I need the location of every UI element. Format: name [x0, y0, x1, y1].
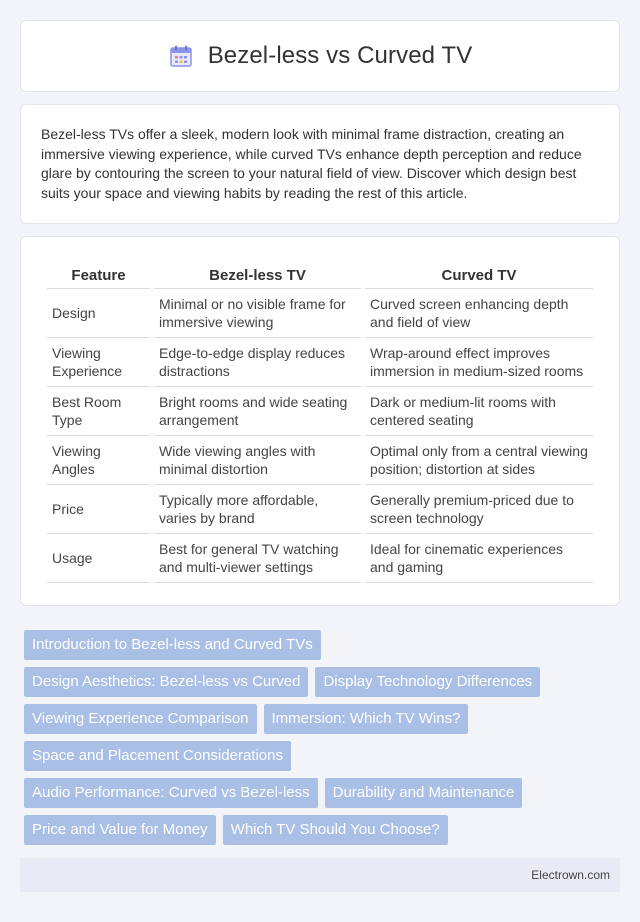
bezel-less-cell: Minimal or no visible frame for immersive viewing	[154, 289, 361, 338]
tag-immersion[interactable]: Immersion: Which TV Wins?	[264, 704, 469, 734]
intro-text: Bezel-less TVs offer a sleek, modern look with minimal frame distraction, creating an immersive viewing experience, while curved TVs enhance depth perception and reduce glare by contouring the screen to your natural field of view. Discover which design best suits your space and viewing habits by reading the rest of this article.	[41, 126, 582, 201]
footer-site-name: Electrown.com	[531, 868, 610, 882]
tag-audio-performance[interactable]: Audio Performance: Curved vs Bezel-less	[24, 778, 318, 808]
title-wrap	[168, 42, 473, 70]
header-bezel-less: Bezel-less TV	[154, 263, 361, 289]
bezel-less-cell: Bright rooms and wide seating arrangement	[154, 387, 361, 436]
tag-durability[interactable]: Durability and Maintenance	[325, 778, 523, 808]
curved-cell: Wrap-around effect improves immersion in medium-sized rooms	[365, 338, 593, 387]
tag-row	[20, 704, 620, 734]
table-row	[47, 436, 593, 485]
feature-cell: Viewing Experience	[47, 338, 150, 387]
table-row	[47, 387, 593, 436]
tag-design-aesthetics[interactable]: Design Aesthetics: Bezel-less vs Curved	[24, 667, 308, 697]
comparison-table-card	[20, 236, 620, 606]
table-row	[47, 534, 593, 583]
bezel-less-cell: Edge-to-edge display reduces distractions	[154, 338, 361, 387]
tag-row	[20, 667, 620, 697]
header-feature: Feature	[47, 263, 150, 289]
comparison-table	[43, 263, 597, 583]
tag-price-value[interactable]: Price and Value for Money	[24, 815, 216, 845]
page-title: Bezel-less vs Curved TV	[207, 42, 473, 69]
header-card	[20, 20, 620, 92]
tag-viewing-experience[interactable]: Viewing Experience Comparison	[24, 704, 257, 734]
feature-cell: Price	[47, 485, 150, 534]
topic-tags	[20, 630, 620, 852]
tag-row	[20, 741, 620, 771]
tag-space-placement[interactable]: Space and Placement Considerations	[24, 741, 291, 771]
bezel-less-cell: Best for general TV watching and multi-viewer settings	[154, 534, 361, 583]
curved-cell: Curved screen enhancing depth and field of view	[365, 289, 593, 338]
curved-cell: Generally premium-priced due to screen technology	[365, 485, 593, 534]
tag-introduction[interactable]: Introduction to Bezel-less and Curved TVs	[24, 630, 321, 660]
bezel-less-cell: Wide viewing angles with minimal distortion	[154, 436, 361, 485]
curved-cell: Dark or medium-lit rooms with centered seating	[365, 387, 593, 436]
table-header-row	[47, 263, 593, 289]
intro-card	[20, 104, 620, 224]
bezel-less-cell: Typically more affordable, varies by brand	[154, 485, 361, 534]
feature-cell: Design	[47, 289, 150, 338]
curved-cell: Optimal only from a central viewing position; distortion at sides	[365, 436, 593, 485]
footer	[20, 858, 620, 892]
table-row	[47, 338, 593, 387]
feature-cell: Usage	[47, 534, 150, 583]
tag-row	[20, 630, 620, 660]
table-row	[47, 289, 593, 338]
tag-row	[20, 815, 620, 845]
curved-cell: Ideal for cinematic experiences and gaming	[365, 534, 593, 583]
calendar-icon	[168, 43, 194, 69]
feature-cell: Viewing Angles	[47, 436, 150, 485]
tag-which-tv[interactable]: Which TV Should You Choose?	[223, 815, 448, 845]
feature-cell: Best Room Type	[47, 387, 150, 436]
tag-display-technology[interactable]: Display Technology Differences	[315, 667, 540, 697]
table-row	[47, 485, 593, 534]
header-curved: Curved TV	[365, 263, 593, 289]
tag-row	[20, 778, 620, 808]
